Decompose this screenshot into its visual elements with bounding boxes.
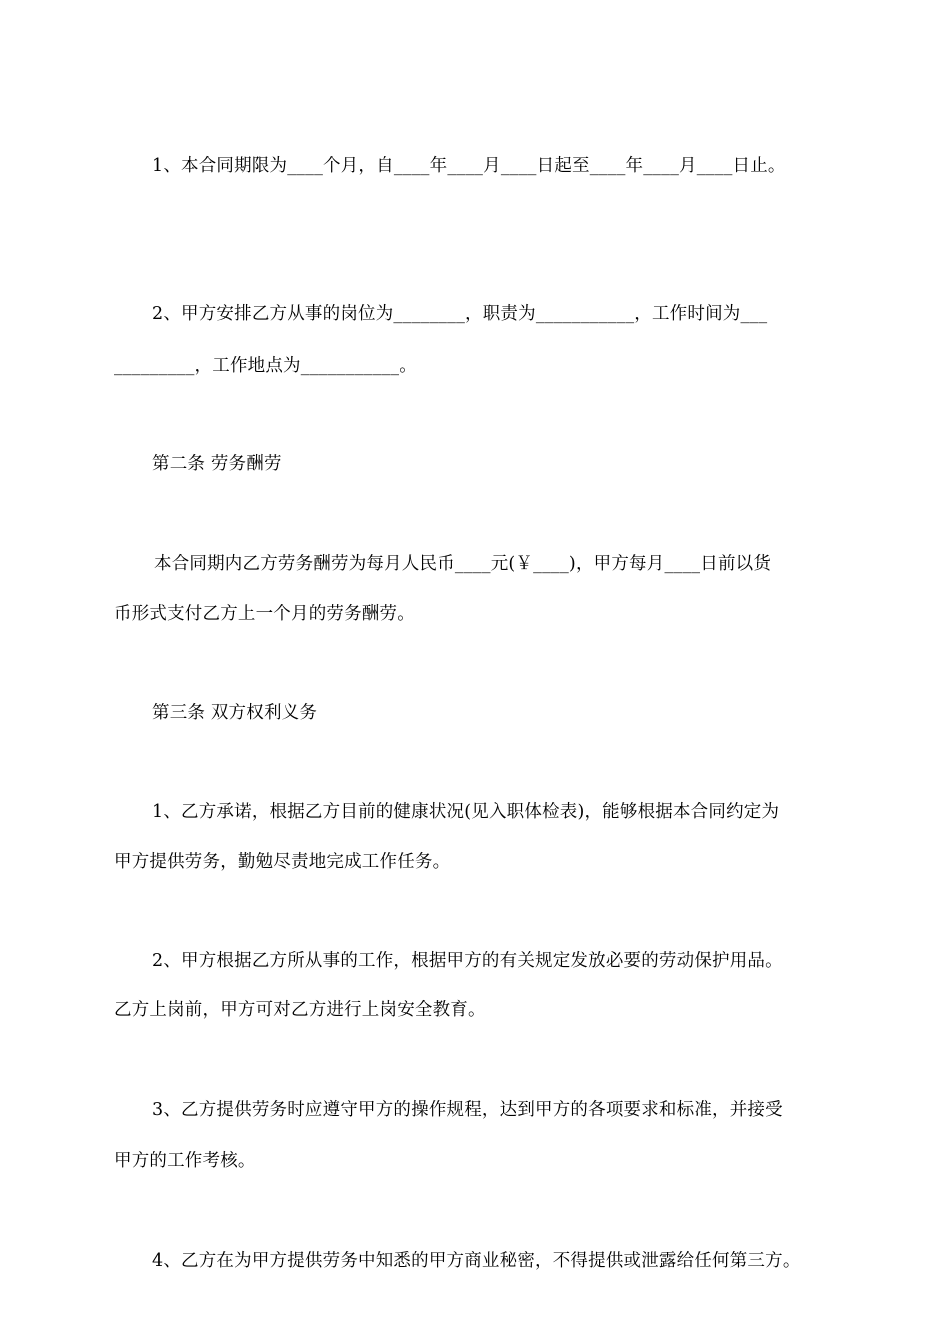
duty-4-line-1: 4、乙方在为甲方提供劳务中知悉的甲方商业秘密，不得提供或泄露给任何第三方。	[152, 1251, 801, 1271]
duty-2-line-2: 乙方上岗前，甲方可对乙方进行上岗安全教育。	[114, 1000, 486, 1020]
duty-1-line-2: 甲方提供劳务，勤勉尽责地完成工作任务。	[114, 852, 451, 872]
clause-1-term: 1、本合同期限为____个月，自____年____月____日起至____年____月____日止。	[152, 156, 786, 176]
remuneration-line-2: 币形式支付乙方上一个月的劳务酬劳。	[114, 604, 415, 624]
clause-2-position-line-2: _________，工作地点为___________。	[114, 356, 417, 376]
article-3-heading: 第三条 双方权利义务	[152, 703, 318, 723]
clause-2-position-line-1: 2、甲方安排乙方从事的岗位为________，职责为___________，工作时间为___	[152, 304, 768, 324]
duty-2-line-1: 2、甲方根据乙方所从事的工作，根据甲方的有关规定发放必要的劳动保护用品。	[152, 951, 783, 971]
duty-3-line-1: 3、乙方提供劳务时应遵守甲方的操作规程，达到甲方的各项要求和标准，并接受	[152, 1100, 783, 1120]
article-2-heading: 第二条 劳务酬劳	[152, 454, 282, 474]
duty-1-line-1: 1、乙方承诺，根据乙方目前的健康状况(见入职体检表)，能够根据本合同约定为	[152, 802, 780, 822]
duty-3-line-2: 甲方的工作考核。	[114, 1151, 256, 1171]
remuneration-line-1: 本合同期内乙方劳务酬劳为每月人民币____元(￥____)，甲方每月____日前以货	[154, 554, 772, 574]
